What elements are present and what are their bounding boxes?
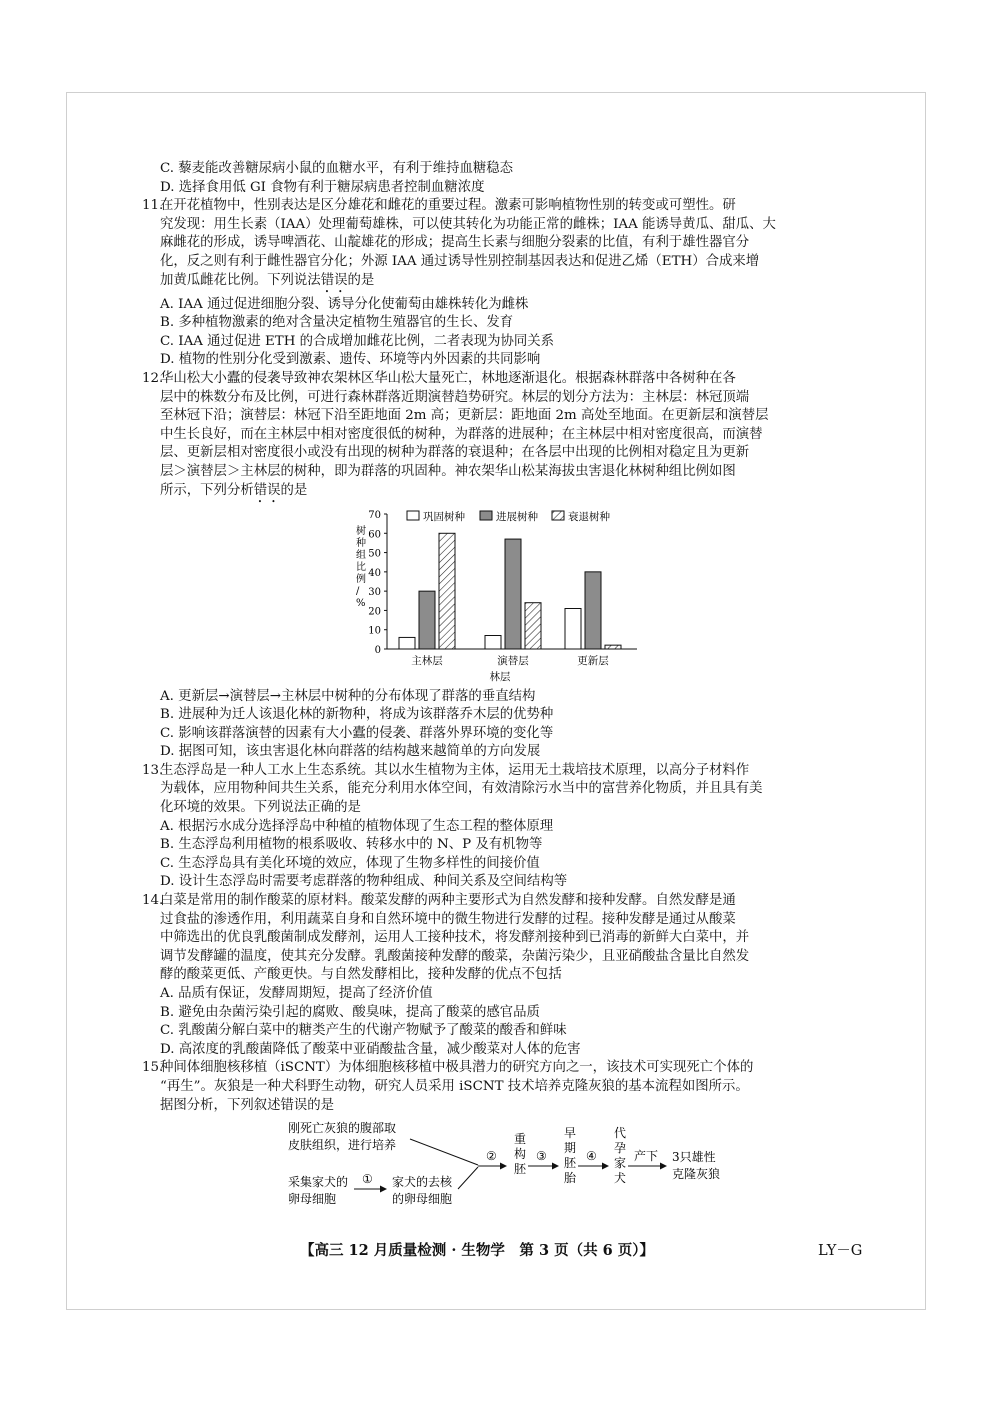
legend-swatch-进展树种: [480, 511, 492, 520]
stem-line: 层、更新层相对密度很小或没有出现的树种为群落的衰退种；在各层中出现的比例相对稳定且为更新: [160, 445, 750, 461]
flow-oocyte-line2: 的卵母细胞: [392, 1192, 453, 1207]
question-number: 13.: [142, 762, 164, 778]
page-footer: 【高三 12 月质量检测 · 生物学 第 3 页（共 6 页）】: [300, 1242, 655, 1259]
option-b: B. 多种植物激素的绝对含量决定植物生殖器官的生长、发育: [160, 315, 514, 331]
flow-result-line2: 克隆灰狼: [672, 1167, 721, 1182]
stem-line: 白菜是常用的制作酸菜的原材料。酸菜发酵的两种主要形式为自然发酵和接种发酵。自然发酵是通: [160, 893, 736, 909]
stem-line: “再生”。灰狼是一种犬科野生动物，研究人员采用 iSCNT 技术培养克隆灰狼的基本流程如图所示。: [160, 1078, 749, 1094]
question-12-options: [142, 688, 864, 762]
y-axis-label: 树种组比例/ %: [356, 525, 366, 609]
cloning-flowchart: [142, 1115, 864, 1221]
flow-source-dog-line2: 卵母细胞: [288, 1192, 337, 1207]
flow-step-3: ③: [536, 1149, 547, 1164]
paper-code: LY－G: [818, 1243, 863, 1259]
option-a: A. 更新层→演替层→主林层中树种的分布体现了群落的垂直结构: [160, 688, 536, 704]
flow-source-wolf-line1: 刚死亡灰狼的腹部取: [288, 1121, 397, 1136]
option-b: B. 避免由杂菌污染引起的腐败、酸臭味，提高了酸菜的感官品质: [160, 1004, 540, 1020]
stem-line: 据图分析，下列叙述错误的是: [160, 1097, 335, 1113]
y-tick-label: 70: [368, 509, 381, 521]
bar-进展树种-演替层: [505, 539, 521, 649]
x-axis-label: 林层: [489, 670, 511, 683]
stem-line: 调节发酵罐的温度，使其充分发酵。乳酸菌接种发酵的酸菜，杂菌污染少，且亚硝酸盐含量比自然发: [160, 948, 750, 964]
bar-衰退树种-演替层: [525, 602, 541, 648]
emphasis-word: 错误: [320, 272, 348, 288]
legend-swatch-巩固树种: [407, 511, 419, 520]
option-c: C. 生态浮岛具有美化环境的效应，体现了生物多样性的间接价值: [160, 855, 540, 871]
stem-line: 的是: [347, 272, 375, 288]
bar-衰退树种-主林层: [439, 533, 455, 649]
flow-birth-label: 产下: [634, 1149, 659, 1164]
bar-chart: [142, 506, 864, 688]
stem-line: 生态浮岛是一种人工水上生态系统。其以水生植物为主体，运用无土栽培技术原理，以高分子材料作: [160, 762, 750, 778]
stem-line: 中筛选出的优良乳酸菌制成发酵剂，运用人工接种技术，将发酵剂接种到已消毒的新鲜大白菜中，并: [160, 930, 750, 946]
y-tick-label: 0: [374, 644, 381, 656]
question-14: [142, 892, 864, 1059]
stem-line: 的是: [280, 482, 308, 498]
stem-line: 中生长良好，而在主林层中相对密度很低的树种，为群落的进展种；在主林层中相对密度很高，而演替: [160, 426, 763, 442]
option-a: A. 根据污水成分选择浮岛中种植的植物体现了生态工程的整体原理: [160, 818, 554, 834]
document-body: [142, 160, 864, 1221]
legend-label: 巩固树种: [423, 510, 465, 523]
option-d: D. 设计生态浮岛时需要考虑群落的物种组成、种间关系及空间结构等: [160, 874, 568, 890]
flow-source-dog-line1: 采集家犬的: [288, 1175, 349, 1190]
flow-early-embryo: 早期胚胎: [564, 1126, 577, 1186]
flow-oocyte-line1: 家犬的去核: [392, 1175, 453, 1190]
y-tick-label: 40: [368, 567, 381, 579]
q10-option-d: D. 选择食用低 GI 食物有利于糖尿病患者控制血糖浓度: [160, 179, 485, 195]
bar-巩固树种-更新层: [565, 608, 581, 649]
option-c: C. 影响该群落演替的因素有大小蠹的侵袭、群落外界环境的变化等: [160, 725, 554, 741]
option-c: C. 乳酸菌分解白菜中的糖类产生的代谢产物赋予了酸菜的酸香和鲜味: [160, 1023, 567, 1039]
flow-merge-line-top: [410, 1139, 478, 1165]
stem-line: 化，反之则有利于雌性器官分化；外源 IAA 通过诱导性别控制基因表达和促进乙烯（ETH）合成来增: [160, 253, 760, 269]
legend-label: 衰退树种: [568, 510, 610, 523]
question-number: 12.: [142, 370, 164, 386]
bar-巩固树种-主林层: [399, 637, 415, 649]
flow-source-wolf-line2: 皮肤组织，进行培养: [288, 1138, 397, 1153]
option-b: B. 生态浮岛利用植物的根系吸收、转移水中的 N、P 及有机物等: [160, 837, 543, 853]
q10-option-c: C. 藜麦能改善糖尿病小鼠的血糖水平，有利于维持血糖稳态: [160, 161, 514, 176]
stem-line: 为载体，应用物种间共生关系，能充分利用水体空间，有效清除污水当中的富营养化物质，并且具有美: [160, 781, 763, 797]
option-b: B. 进展种为迁人该退化林的新物种，将成为该群落乔木层的优势种: [160, 707, 554, 723]
stem-line: 麻雌花的形成，诱导啤酒花、山靛雄花的形成；提高生长素与细胞分裂素的比值，有利于雄性器官分: [160, 235, 750, 251]
stem-line: 层中的株数分布及比例，可进行森林群落近期演替趋势研究。林层的划分方法为：主林层：林冠顶端: [160, 389, 750, 405]
x-tick-label: 更新层: [577, 654, 609, 667]
y-tick-label: 60: [368, 528, 381, 540]
y-tick-label: 20: [368, 605, 381, 617]
y-tick-label: 10: [368, 625, 381, 637]
question-13: [142, 762, 864, 892]
option-d: D. 植物的性别分化受到激素、遗传、环境等内外因素的共同影响: [160, 352, 541, 368]
stem-line: 过食盐的渗透作用，利用蔬菜自身和自然环境中的微生物进行发酵的过程。接种发酵是通过从酸菜: [160, 911, 736, 927]
option-d: D. 据图可知，该虫害退化林向群落的结构越来越简单的方向发展: [160, 744, 541, 760]
y-tick-label: 50: [368, 548, 381, 560]
stem-line: 层＞演替层＞主林层的树种，即为群落的巩固种。神农架华山松某海拔虫害退化林树种组比例如图: [160, 463, 736, 479]
option-d: D. 高浓度的乳酸菌降低了酸菜中亚硝酸盐含量，减少酸菜对人体的危害: [160, 1041, 581, 1057]
stem-line: 加黄瓜雌花比例。下列说法: [160, 272, 321, 288]
y-tick-label: 30: [368, 586, 381, 598]
question-11: [142, 197, 864, 370]
question-12: [142, 370, 864, 506]
question-number: 15.: [142, 1060, 164, 1076]
bar-衰退树种-更新层: [605, 645, 621, 649]
flow-reconstructed-embryo: 重构胚: [514, 1132, 527, 1177]
stem-line: 化环境的效果。下列说法正确的是: [160, 800, 361, 816]
legend-label: 进展树种: [496, 510, 538, 523]
legend-swatch-衰退树种: [552, 511, 564, 520]
question-15: [142, 1059, 864, 1115]
flow-step-1: ①: [362, 1172, 373, 1187]
flow-result-line1: 3只雄性: [672, 1150, 716, 1165]
stem-line: 所示，下列分析: [160, 482, 254, 498]
stem-line: 酵的酸菜更低、产酸更快。与自然发酵相比，接种发酵的优点不包括: [160, 967, 562, 983]
stem-line: 种间体细胞核移植（iSCNT）为体细胞核移植中极具潜力的研究方向之一，该技术可实现死亡个体的: [160, 1060, 754, 1076]
x-tick-label: 演替层: [497, 654, 529, 667]
bar-进展树种-主林层: [419, 591, 435, 649]
flow-merge-line-bottom: [458, 1167, 478, 1189]
stem-line: 究发现：用生长素（IAA）处理葡萄雄株，可以使其转化为功能正常的雌株；IAA 能诱导黄瓜、甜瓜、大: [160, 216, 776, 232]
flow-step-2: ②: [486, 1149, 497, 1164]
flowchart-svg: [142, 1115, 864, 1221]
bar-巩固树种-演替层: [485, 635, 501, 649]
stem-line: 在开花植物中，性别表达是区分雄花和雌花的重要过程。激素可影响植物性别的转变或可塑性。研: [160, 198, 736, 214]
option-a: A. IAA 通过促进细胞分裂、诱导分化使葡萄由雄株转化为雌株: [160, 296, 529, 312]
question-number: 11.: [142, 198, 164, 214]
stem-line: 华山松大小蠹的侵袭导致神农架林区华山松大量死亡，林地逐渐退化。根据森林群落中各树种在各: [160, 370, 736, 386]
bar-进展树种-更新层: [585, 571, 601, 648]
stem-line: 至林冠下沿；演替层：林冠下沿至距地面 2m 高；更新层：距地面 2m 高处至地面。在更新层和演替层: [160, 408, 769, 424]
flow-surrogate-dog: 代孕家犬: [614, 1126, 627, 1186]
question-number: 14.: [142, 893, 164, 909]
option-c: C. IAA 通过促进 ETH 的合成增加雌花比例，二者表现为协同关系: [160, 333, 555, 349]
flow-step-4: ④: [586, 1149, 597, 1164]
bar-chart-svg: [142, 506, 864, 688]
option-a: A. 品质有保证，发酵周期短，提高了经济价值: [160, 986, 433, 1001]
x-tick-label: 主林层: [411, 654, 443, 667]
emphasis-word: 错误: [253, 482, 281, 498]
